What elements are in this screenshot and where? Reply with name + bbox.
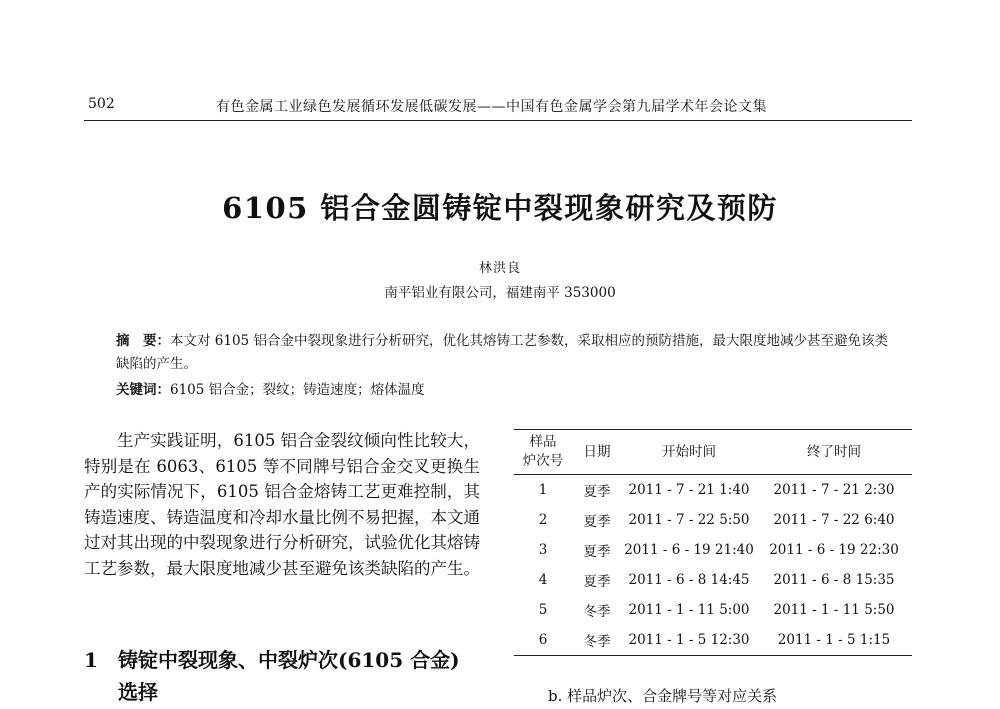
cell-season: 夏季 [583,514,611,530]
keywords-text: 6105 铝合金；裂纹；铸造速度；熔体温度 [170,382,425,398]
header-rule [84,120,912,121]
cell-end: 2011 - 1 - 11 5:50 [773,602,895,618]
author: 林洪良 [478,261,521,276]
sample-table [514,429,912,656]
header-start: 开始时间 [622,430,756,475]
cell-end: 2011 - 6 - 19 22:30 [769,542,899,558]
table-row [514,475,912,506]
running-title: 有色金属工业绿色发展循环发展低碳发展——中国有色金属学会第九届学术年会论文集 [216,99,767,115]
cell-end: 2011 - 7 - 21 2:30 [773,482,895,498]
cell-no: 3 [538,542,548,558]
cell-start: 2011 - 7 - 21 1:40 [628,482,750,498]
abstract [116,330,896,376]
section-title: 铸锭中裂现象、中裂炉次(6105 合金)选择 [118,648,460,704]
section-number: 1 [84,648,98,672]
cell-no: 6 [538,632,548,648]
cell-season: 夏季 [583,544,611,560]
cell-start: 2011 - 1 - 11 5:00 [628,602,750,618]
table-row [514,505,912,535]
cell-end: 2011 - 6 - 8 15:35 [773,572,895,588]
table-caption: b. 样品炉次、合金牌号等对应关系 [548,687,778,705]
table-header-row [514,430,912,475]
paper-title: 6105 铝合金圆铸锭中裂现象研究及预防 [222,191,778,225]
table-row [514,565,912,595]
cell-season: 夏季 [583,574,611,590]
header-date: 日期 [572,430,622,475]
cell-end: 2011 - 7 - 22 6:40 [773,512,895,528]
cell-start: 2011 - 6 - 19 21:40 [624,542,754,558]
header-end: 终了时间 [756,430,912,475]
cell-no: 1 [538,482,548,498]
cell-season: 冬季 [583,634,611,650]
intro-paragraph: 生产实践证明，6105 铝合金裂纹倾向性比较大，特别是在 6063、6105 等不同牌号铝合金交叉更换生产的实际情况下，6105 铝合金熔铸工艺更难控制，其铸造速度、铸造温度和冷却水量比例不易把握，本文通过对其出现的中裂现象进行分析研究，试验优化其熔铸工艺参数，最大限度地减少甚至避免该类缺陷的产生。 [84,431,480,578]
table-row [514,535,912,565]
cell-no: 2 [538,512,548,528]
abstract-text: 本文对 6105 铝合金中裂现象进行分析研究，优化其熔铸工艺参数，采取相应的预防措施，最大限度地减少甚至避免该类缺陷的产生。 [116,333,888,372]
cell-season: 夏季 [583,484,611,500]
cell-no: 4 [538,572,548,588]
cell-season: 冬季 [583,604,611,620]
header-sample: 样品 炉次号 [514,430,572,475]
table-row [514,625,912,656]
keywords-label: 关键词： [116,382,170,398]
keywords [116,378,425,398]
abstract-label: 摘 要： [116,333,170,349]
page-number: 502 [88,96,115,112]
cell-start: 2011 - 1 - 5 12:30 [628,632,750,648]
table-row [514,595,912,625]
cell-no: 5 [538,602,548,618]
cell-start: 2011 - 7 - 22 5:50 [628,512,750,528]
cell-end: 2011 - 1 - 5 1:15 [777,632,891,648]
affiliation: 南平铝业有限公司，福建南平 353000 [384,285,616,301]
cell-start: 2011 - 6 - 8 14:45 [628,572,750,588]
